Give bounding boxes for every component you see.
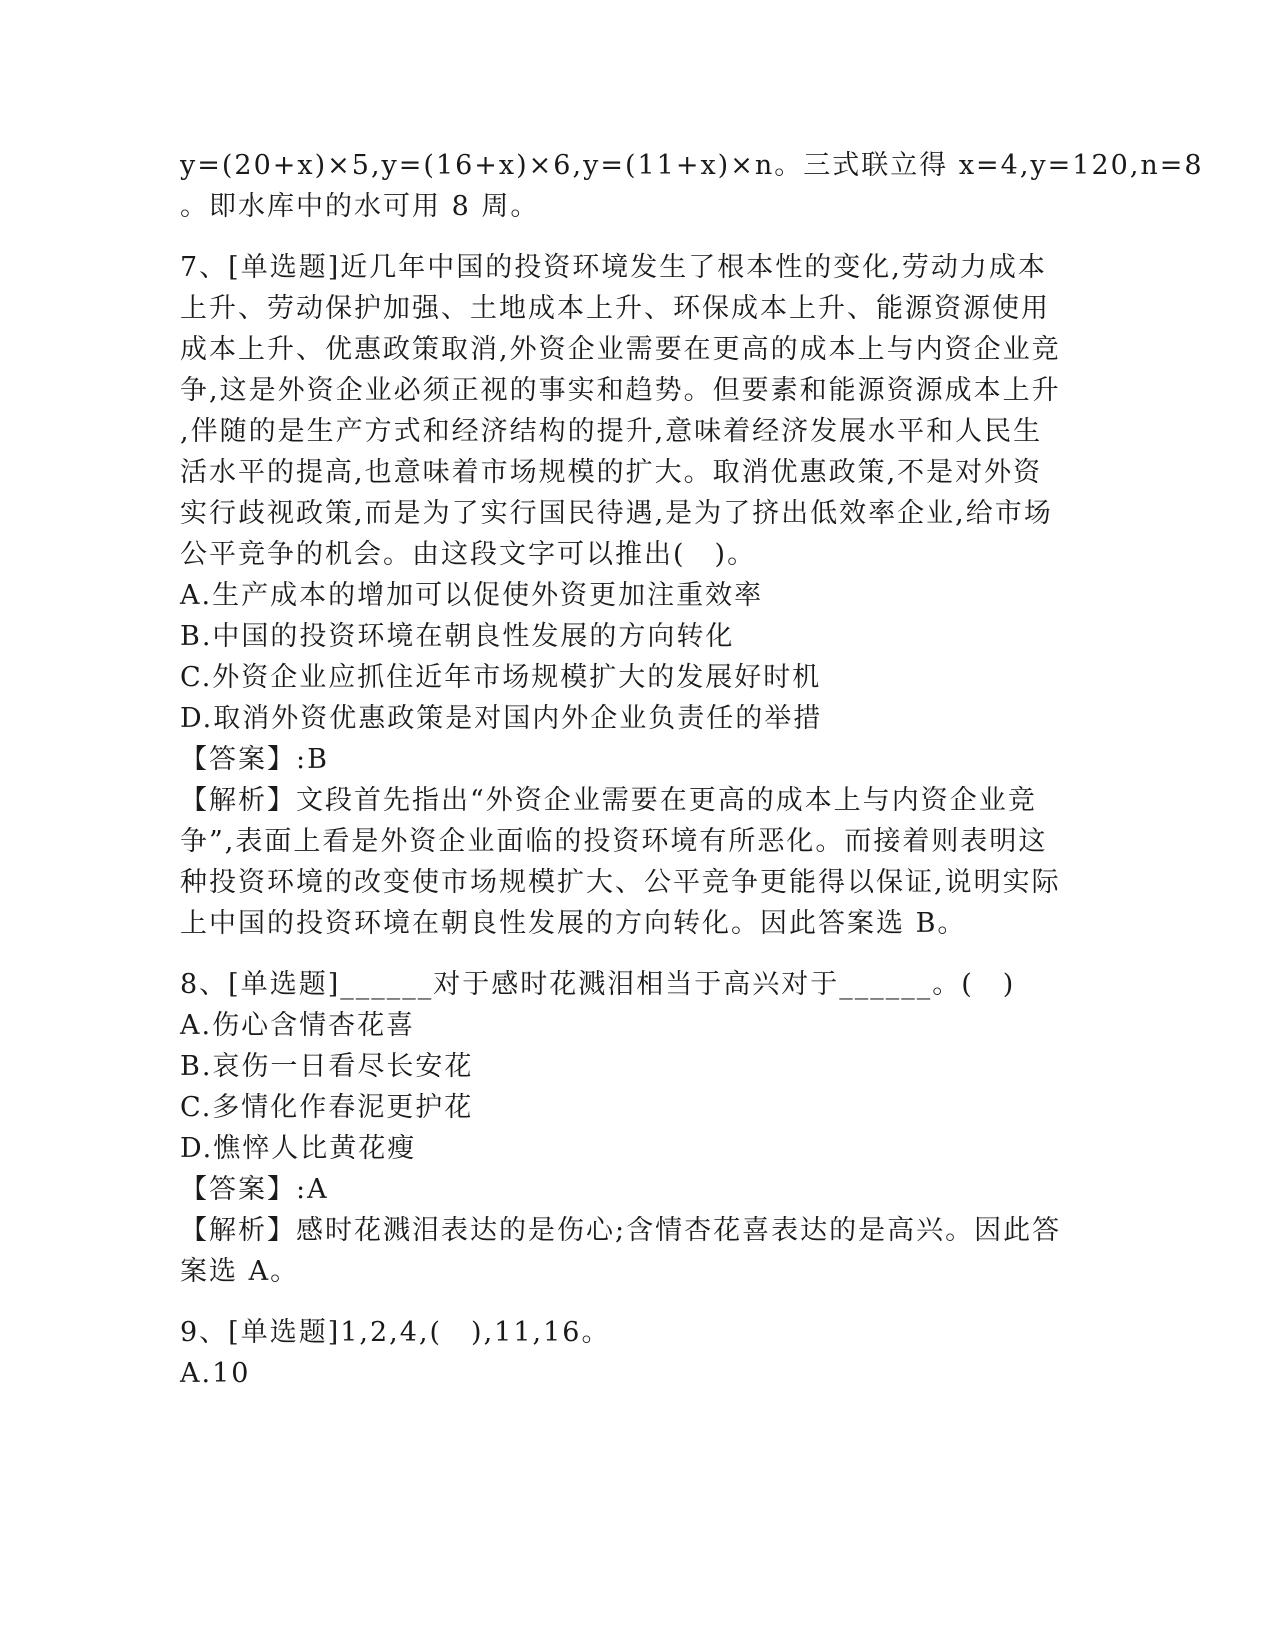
text-line: y=(20+x)×5,y=(16+x)×6,y=(11+x)×n。三式联立得 x=4,y=120,n=8 xyxy=(180,150,1204,181)
option-c: C.外资企业应抓住近年市场规模扩大的发展好时机 xyxy=(180,662,822,693)
option-d: D.取消外资优惠政策是对国内外企业负责任的举措 xyxy=(180,703,823,734)
text-line: 8、[单选题]______对于感时花溅泪相当于高兴对于______。( ) xyxy=(180,969,1016,1000)
text-line: 上中国的投资环境在朝良性发展的方向转化。因此答案选 B。 xyxy=(180,908,967,939)
text-line: 公平竞争的机会。由这段文字可以推出( )。 xyxy=(180,539,757,570)
analysis-block xyxy=(180,1210,1062,1292)
text-line: 【解析】感时花溅泪表达的是伤心;含情杏花喜表达的是高兴。因此答 xyxy=(180,1215,1062,1246)
text-line: 上升、劳动保护加强、土地成本上升、环保成本上升、能源资源使用 xyxy=(180,293,1050,324)
option-list xyxy=(180,575,1040,739)
option-c: C.多情化作春泥更护花 xyxy=(180,1092,474,1123)
text-line: 。即水库中的水可用 8 周。 xyxy=(180,191,540,222)
option-b: B.中国的投资环境在朝良性发展的方向转化 xyxy=(180,621,735,652)
question-7 xyxy=(180,247,1061,944)
text-line: ,伴随的是生产方式和经济结构的提升,意味着经济发展水平和人民生 xyxy=(180,416,1043,447)
text-line: 活水平的提高,也意味着市场规模的扩大。取消优惠政策,不是对外资 xyxy=(180,457,1043,488)
question-8 xyxy=(180,964,1062,1292)
option-d: D.憔悴人比黄花瘦 xyxy=(180,1133,417,1164)
document-page xyxy=(180,145,1204,1394)
answer-line: 【答案】:B xyxy=(180,744,329,775)
question-stem xyxy=(180,1312,1040,1353)
question-stem xyxy=(180,247,1061,575)
previous-answer-tail xyxy=(180,145,1204,227)
text-line: 【解析】文段首先指出“外资企业需要在更高的成本上与内资企业竞 xyxy=(180,785,1037,816)
option-list xyxy=(180,1005,1040,1169)
text-line: 种投资环境的改变使市场规模扩大、公平竞争更能得以保证,说明实际 xyxy=(180,867,1061,898)
text-line: 9、[单选题]1,2,4,( ),11,16。 xyxy=(180,1317,611,1348)
text-line: 实行歧视政策,而是为了实行国民待遇,是为了挤出低效率企业,给市场 xyxy=(180,498,1053,529)
text-line: 7、[单选题]近几年中国的投资环境发生了根本性的变化,劳动力成本 xyxy=(180,252,1047,283)
option-a: A.10 xyxy=(180,1358,251,1389)
text-line: 争”,表面上看是外资企业面临的投资环境有所恶化。而接着则表明这 xyxy=(180,826,1048,857)
option-list xyxy=(180,1353,1040,1394)
option-b: B.哀伤一日看尽长安花 xyxy=(180,1051,474,1082)
analysis-block xyxy=(180,780,1061,944)
answer-line: 【答案】:A xyxy=(180,1174,329,1205)
text-line: 案选 A。 xyxy=(180,1256,300,1287)
text-line: 争,这是外资企业必须正视的事实和趋势。但要素和能源资源成本上升 xyxy=(180,375,1061,406)
question-9 xyxy=(180,1312,1040,1394)
text-line: 成本上升、优惠政策取消,外资企业需要在更高的成本上与内资企业竞 xyxy=(180,334,1061,365)
option-a: A.生产成本的增加可以促使外资更加注重效率 xyxy=(180,580,764,611)
option-a: A.伤心含情杏花喜 xyxy=(180,1010,416,1041)
question-stem xyxy=(180,964,1040,1005)
